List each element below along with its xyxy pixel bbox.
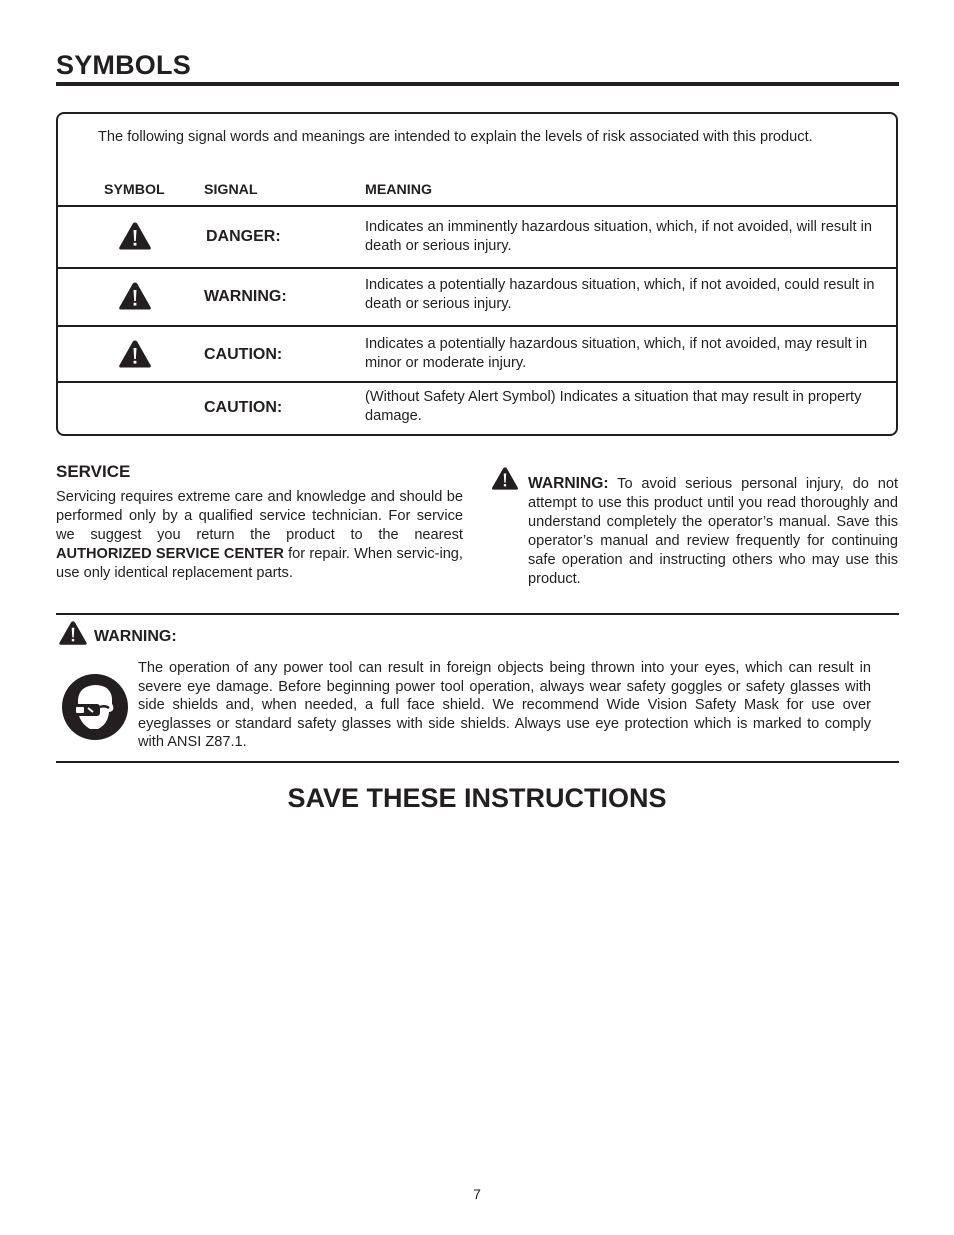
safety-alert-triangle-icon (58, 620, 88, 646)
section-rule (56, 761, 899, 763)
header-symbol: SYMBOL (104, 182, 165, 198)
signal-meaning: Indicates an imminently hazardous situation, which, if not avoided, will result in death or serious injury. (365, 219, 872, 254)
authorized-service-center: AUTHORIZED SERVICE CENTER (56, 546, 284, 562)
signal-word: DANGER: (206, 228, 281, 245)
service-title: SERVICE (56, 462, 131, 481)
safety-alert-triangle-icon (118, 339, 152, 369)
manual-warning (528, 474, 898, 589)
symbols-intro: The following signal words and meanings are intended to explain the levels of risk associated with this product. (98, 129, 813, 145)
row-divider (58, 205, 896, 207)
signal-meaning: Indicates a potentially hazardous situation, which, if not avoided, may result in minor or moderate injury. (365, 336, 868, 371)
section-rule (56, 613, 899, 615)
row-divider (58, 325, 896, 327)
warning-label: WARNING: (528, 475, 609, 492)
symbols-table (56, 112, 898, 436)
save-instructions-title: SAVE THESE INSTRUCTIONS (287, 783, 667, 813)
signal-word: WARNING: (204, 288, 287, 305)
eye-protection-icon (62, 674, 128, 740)
row-divider (58, 267, 896, 269)
manual-warning-text: To avoid serious personal injury, do not attempt to use this product until you read thoroughly and understand completely the operator’s manual. Save this operator’s manual and review frequently for continuing safe operation and instructing others who may use this product. (528, 476, 898, 587)
safety-alert-triangle-icon (491, 466, 519, 491)
safety-alert-triangle-icon (118, 281, 152, 311)
eye-warning-text: The operation of any power tool can result in foreign objects being thrown into your eyes, which can result in severe eye damage. Before beginning power tool operation, always wear safety goggles or safety glasses with side shields and, when needed, a full face shield. We recommend Wide Vision Safety Mask for use over eyeglasses or standard safety glasses with side shields. Always use eye protection which is marked to comply with ANSI Z87.1. (138, 660, 871, 751)
header-signal: SIGNAL (204, 182, 258, 198)
row-divider (58, 381, 896, 383)
signal-word: CAUTION: (204, 399, 283, 416)
service-text-part: Servicing requires extreme care and knowledge and should be performed only by a qualified service technician. For service we suggest you return the product to the nearest (56, 489, 463, 543)
header-meaning: MEANING (365, 182, 432, 198)
signal-meaning: (Without Safety Alert Symbol) Indicates a situation that may result in property damage. (365, 389, 862, 424)
safety-alert-triangle-icon (118, 221, 152, 251)
eye-warning-label: WARNING: (94, 628, 177, 645)
page-number: 7 (473, 1186, 481, 1202)
service-text-part: for repair. When servic-ing, use only identical replacement parts. (56, 546, 463, 581)
title-rule (56, 82, 899, 86)
service-text (56, 488, 463, 583)
page-title: SYMBOLS (56, 50, 191, 80)
signal-word: CAUTION: (204, 346, 283, 363)
signal-meaning: Indicates a potentially hazardous situation, which, if not avoided, could result in death or serious injury. (365, 277, 875, 312)
